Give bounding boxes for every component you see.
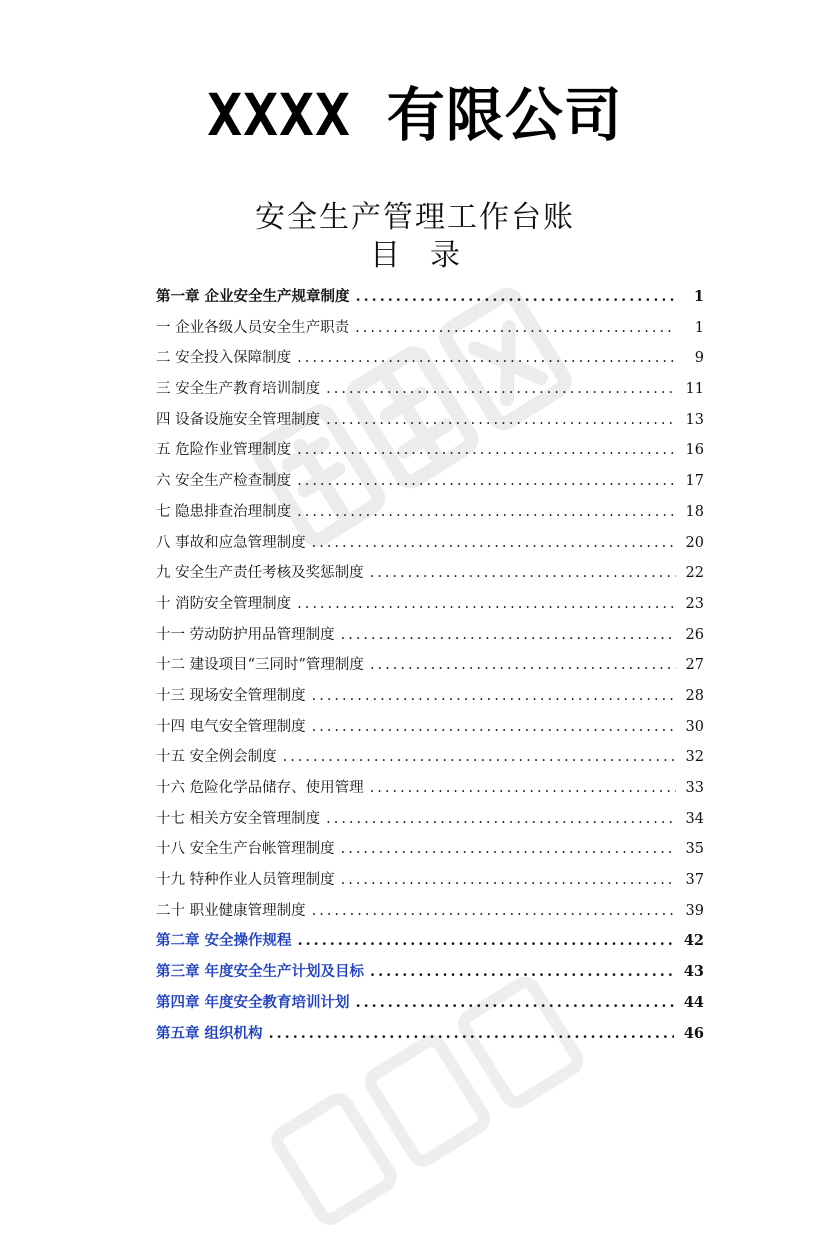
toc-entry-label: 九 安全生产责任考核及奖惩制度 — [156, 565, 364, 582]
toc-entry-label: 第四章 年度安全教育培训计划 — [156, 993, 350, 1011]
toc-entry-label: 三 安全生产教育培训制度 — [156, 381, 321, 398]
toc-page-number: 37 — [685, 872, 704, 889]
toc-leader-dots — [326, 811, 675, 827]
toc-leader-dots — [269, 1025, 674, 1042]
toc-section-entry[interactable] — [156, 745, 704, 776]
toc-entry-label: 四 设备设施安全管理制度 — [156, 411, 321, 428]
toc-leader-dots — [312, 688, 676, 704]
table-of-contents — [156, 285, 704, 1052]
toc-chapter-entry[interactable] — [156, 960, 704, 991]
toc-page-number: 30 — [685, 718, 704, 735]
toc-leader-dots — [370, 565, 676, 581]
toc-section-entry[interactable] — [156, 776, 704, 807]
toc-entry-label: 第二章 安全操作规程 — [156, 932, 292, 950]
toc-entry-label: 六 安全生产检查制度 — [156, 473, 292, 490]
toc-section-entry[interactable] — [156, 715, 704, 746]
toc-leader-dots — [312, 903, 676, 919]
toc-leader-dots — [297, 504, 675, 520]
toc-entry-label: 十 消防安全管理制度 — [156, 595, 292, 612]
toc-entry-label: 七 隐患排查治理制度 — [156, 503, 292, 520]
toc-page-number: 26 — [685, 626, 704, 643]
toc-leader-dots — [356, 994, 674, 1011]
toc-page-number: 33 — [685, 780, 704, 796]
toc-leader-dots — [370, 963, 674, 980]
toc-entry-label: 十二 建设项目“三同时”管理制度 — [156, 657, 364, 674]
toc-section-entry[interactable] — [156, 837, 704, 868]
toc-page-number: 17 — [685, 473, 704, 490]
toc-page-number: 22 — [685, 565, 704, 582]
toc-chapter-entry[interactable] — [156, 285, 704, 316]
toc-section-entry[interactable] — [156, 561, 704, 592]
toc-entry-label: 十三 现场安全管理制度 — [156, 687, 306, 704]
toc-page-number: 11 — [685, 381, 704, 398]
toc-leader-dots — [297, 473, 675, 489]
toc-page-number: 44 — [683, 993, 704, 1011]
toc-leader-dots — [297, 596, 675, 612]
toc-page-number: 20 — [685, 534, 704, 551]
toc-page-number: 42 — [683, 932, 704, 950]
toc-section-entry[interactable] — [156, 623, 704, 654]
document-title: 安全生产管理工作台账 — [255, 200, 575, 235]
toc-section-entry[interactable] — [156, 592, 704, 623]
toc-entry-label: 第一章 企业安全生产规章制度 — [156, 288, 350, 305]
toc-page-number: 16 — [685, 442, 704, 459]
toc-chapter-entry[interactable] — [156, 1022, 704, 1053]
toc-leader-dots — [312, 719, 676, 735]
toc-heading: 目 录 — [370, 238, 460, 273]
toc-section-entry[interactable] — [156, 807, 704, 838]
toc-section-entry[interactable] — [156, 346, 704, 377]
toc-leader-dots — [297, 350, 676, 366]
toc-entry-label: 十四 电气安全管理制度 — [156, 718, 306, 735]
toc-page-number: 18 — [685, 503, 704, 520]
toc-entry-label: 二十 职业健康管理制度 — [156, 902, 306, 919]
toc-section-entry[interactable] — [156, 653, 704, 684]
toc-section-entry[interactable] — [156, 684, 704, 715]
toc-leader-dots — [341, 841, 676, 857]
toc-leader-dots — [283, 749, 676, 765]
toc-entry-label: 第五章 组织机构 — [156, 1024, 263, 1042]
company-name: XXXX 有限公司 — [207, 81, 623, 149]
toc-chapter-entry[interactable] — [156, 991, 704, 1022]
toc-page-number: 27 — [685, 657, 704, 674]
toc-section-entry[interactable] — [156, 868, 704, 899]
toc-entry-label: 十九 特种作业人员管理制度 — [156, 872, 335, 889]
toc-page-number: 39 — [685, 902, 704, 919]
toc-entry-label: 十七 相关方安全管理制度 — [156, 810, 321, 827]
toc-leader-dots — [370, 657, 676, 673]
toc-page-number: 13 — [685, 411, 704, 428]
toc-section-entry[interactable] — [156, 316, 704, 347]
toc-leader-dots — [356, 288, 676, 305]
toc-page-number: 43 — [683, 963, 704, 981]
toc-entry-label: 十一 劳动防护用品管理制度 — [156, 626, 335, 643]
toc-leader-dots — [312, 535, 676, 551]
toc-section-entry[interactable] — [156, 438, 704, 469]
toc-chapter-entry[interactable] — [156, 929, 704, 960]
toc-entry-label: 五 危险作业管理制度 — [156, 442, 292, 459]
toc-entry-label: 二 安全投入保障制度 — [156, 350, 292, 367]
toc-section-entry[interactable] — [156, 377, 704, 408]
toc-section-entry[interactable] — [156, 899, 704, 930]
toc-entry-label: 十八 安全生产台帐管理制度 — [156, 841, 335, 858]
toc-section-entry[interactable] — [156, 469, 704, 500]
toc-leader-dots — [341, 872, 676, 888]
toc-entry-label: 第三章 年度安全生产计划及目标 — [156, 963, 365, 981]
toc-page-number: 1 — [693, 288, 704, 305]
toc-entry-label: 八 事故和应急管理制度 — [156, 534, 306, 551]
toc-leader-dots — [355, 320, 676, 336]
toc-leader-dots — [341, 627, 676, 643]
toc-page-number: 1 — [694, 319, 704, 336]
toc-page-number: 23 — [685, 595, 704, 612]
toc-leader-dots — [326, 381, 675, 397]
toc-entry-label: 十五 安全例会制度 — [156, 749, 277, 766]
toc-page-number: 34 — [685, 810, 704, 827]
toc-page-number: 46 — [683, 1024, 704, 1042]
toc-leader-dots — [326, 412, 675, 428]
toc-section-entry[interactable] — [156, 408, 704, 439]
toc-entry-label: 十六 危险化学品储存、使用管理 — [156, 780, 364, 796]
toc-page-number: 35 — [685, 841, 704, 858]
toc-section-entry[interactable] — [156, 500, 704, 531]
toc-page-number: 28 — [685, 687, 704, 704]
toc-leader-dots — [297, 442, 675, 458]
toc-leader-dots — [298, 932, 674, 949]
toc-leader-dots — [370, 780, 676, 796]
toc-page-number: 32 — [685, 749, 704, 766]
toc-section-entry[interactable] — [156, 531, 704, 562]
toc-entry-label: 一 企业各级人员安全生产职责 — [156, 319, 350, 336]
toc-page-number: 9 — [694, 350, 704, 367]
